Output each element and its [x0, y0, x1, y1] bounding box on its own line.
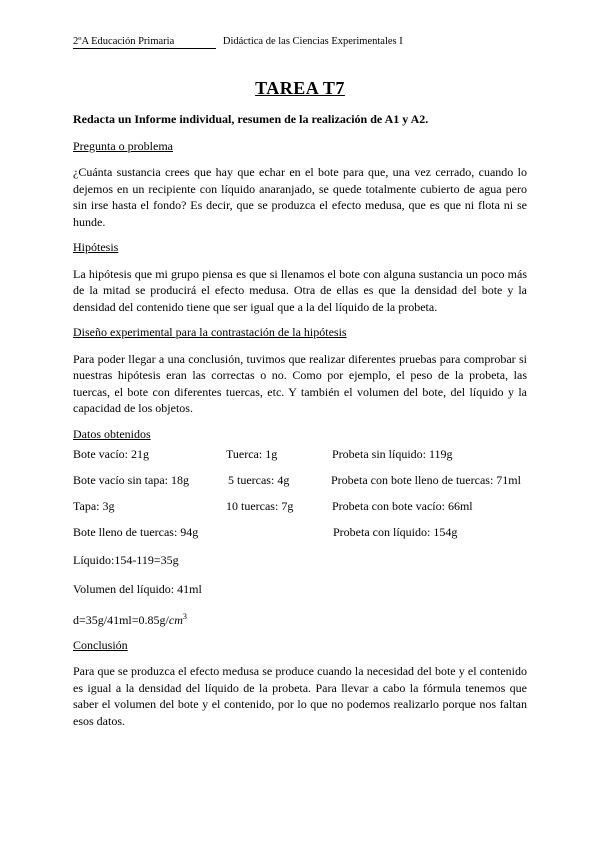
density-value: d=35g/41ml=0.85g/	[73, 613, 169, 627]
data-cell: Probeta con bote lleno de tuercas: 71ml	[331, 473, 521, 487]
text-design: Para poder llegar a una conclusión, tuvimos que realizar diferentes pruebas para comprobar si nuestras hipótesis eran las correctas o no. Como por ejemplo, el peso de la probeta, las tuercas, el bote con diferentes tuercas, etc. Y también el volumen del bote, del líquido y la capacidad de los objetos.	[73, 351, 527, 415]
data-cell: 5 tuercas: 4g	[228, 473, 290, 487]
data-liquid: Líquido:154-119=35g	[73, 553, 179, 567]
data-cell: Tuerca: 1g	[226, 447, 278, 461]
data-cell: Probeta sin líquido: 119g	[332, 447, 453, 461]
document-body	[73, 111, 527, 738]
document-title-wrapper	[0, 78, 600, 99]
data-cell: Probeta con bote vacío: 66ml	[332, 499, 473, 513]
data-cell: Bote lleno de tuercas: 94g	[73, 525, 199, 539]
page-header	[73, 36, 403, 49]
heading-hypothesis: Hipótesis	[73, 240, 119, 254]
header-course: 2ºA Educación Primaria	[73, 36, 216, 49]
text-conclusion: Para que se produzca el efecto medusa se produce cuando la necesidad del bote y el contenido es igual a la densidad del líquido de la probeta. Para llevar a cabo la fórmula tenemos que saber el volumen del bote y el contenido, por lo que no podemos realizarlo porque nos faltan esos datos.	[73, 664, 527, 728]
text-problem: ¿Cuánta sustancia crees que hay que echar en el bote para que, una vez cerrado, cuando lo dejemos en un recipiente con líquido anaranjado, se quede totalmente cubierto de agua pero sin irse hasta el fondo? Es decir, que se produzca el efecto medusa, que es que ni flota ni se hunde.	[73, 165, 527, 229]
data-grid	[73, 446, 527, 539]
text-hypothesis: La hipótesis que mi grupo piensa es que si llenamos el bote con alguna sustancia un poco más de la mitad se producirá el efecto medusa. Otra de ellas es que la densidad del bote y la densidad del contenido tiene que ser igual que a la del líquido de la probeta.	[73, 266, 527, 314]
heading-problem: Pregunta o problema	[73, 138, 173, 153]
heading-data: Datos obtenidos	[73, 426, 151, 441]
density-exponent: 3	[182, 612, 187, 621]
data-cell: Tapa: 3g	[73, 499, 115, 513]
document-title: TAREA T7	[255, 78, 345, 98]
data-cell: 10 tuercas: 7g	[226, 499, 294, 513]
data-cell: Probeta con líquido: 154g	[333, 525, 458, 539]
data-density	[73, 609, 527, 629]
data-cell: Bote vacío sin tapa: 18g	[73, 473, 189, 487]
heading-design: Diseño experimental para la contrastación de la hipótesis	[73, 325, 347, 339]
task-instruction: Redacta un Informe individual, resumen de la realización de A1 y A2.	[73, 112, 429, 126]
data-cell: Bote vacío: 21g	[73, 447, 149, 461]
header-subject: Didáctica de las Ciencias Experimentales I	[222, 36, 403, 47]
heading-conclusion: Conclusión	[73, 637, 128, 652]
data-volume: Volumen del líquido: 41ml	[73, 581, 202, 596]
density-unit: cm	[168, 613, 183, 627]
